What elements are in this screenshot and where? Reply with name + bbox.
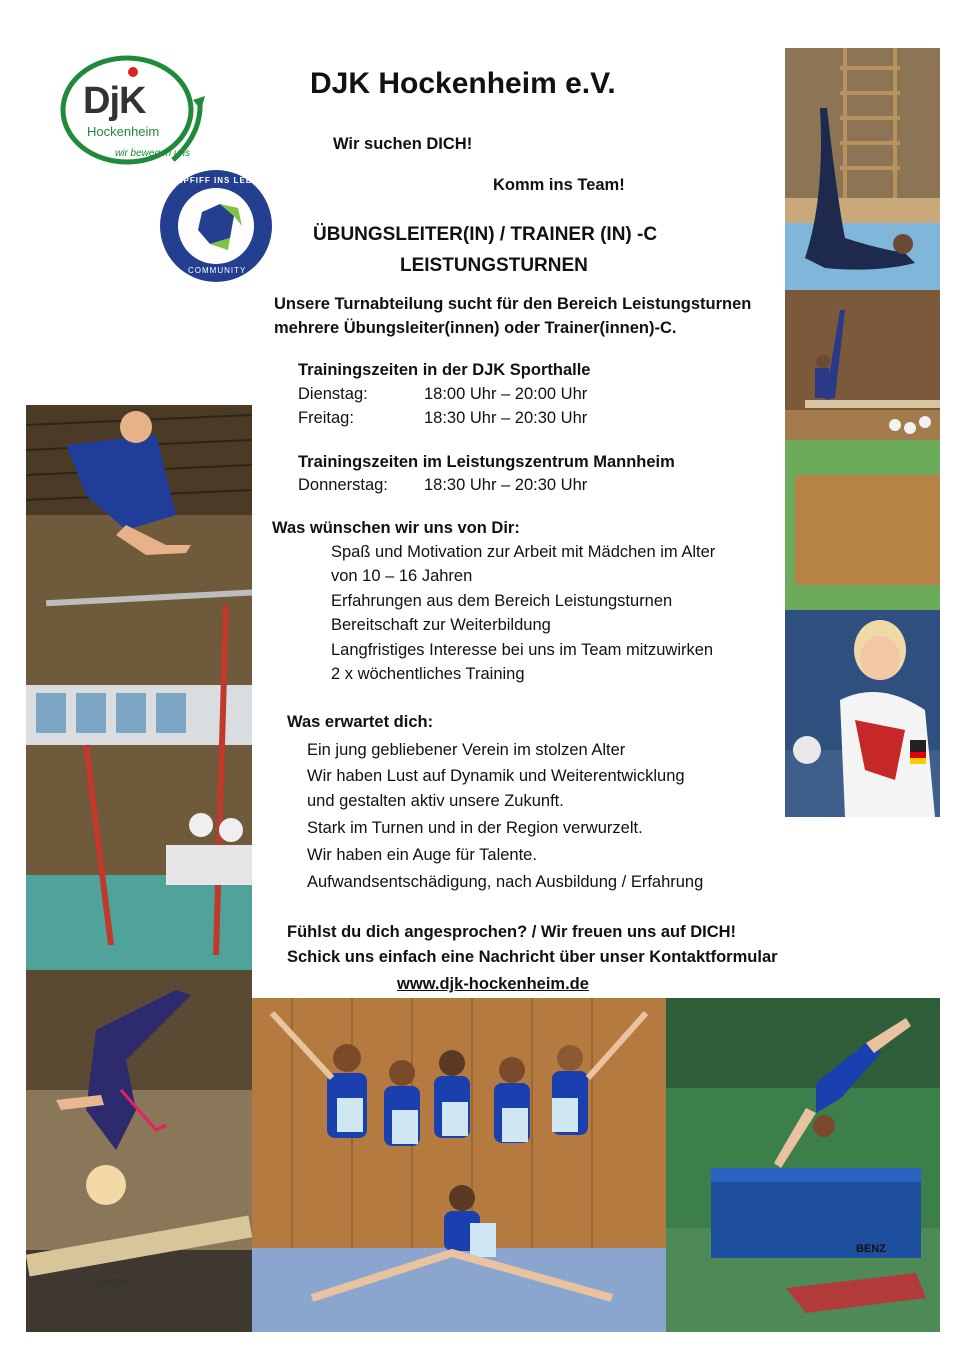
list-item: Ein jung gebliebener Verein im stolzen Alter — [307, 741, 626, 759]
anpfiff-top-text: ANPFIFF INS LEBEN — [170, 176, 266, 185]
photo-balance-beam — [785, 290, 940, 610]
djk-logo-city: Hockenheim — [87, 124, 160, 139]
list-item: Aufwandsentschädigung, nach Ausbildung / Erfahrung — [307, 873, 704, 891]
list-item: Wir haben ein Auge für Talente. — [307, 846, 537, 864]
training-day: Freitag: — [298, 409, 354, 427]
list-item: Erfahrungen aus dem Bereich Leistungsturnen — [331, 592, 673, 610]
page-title: DJK Hockenheim e.V. — [310, 67, 616, 100]
training-day: Donnerstag: — [298, 476, 388, 494]
djk-logo-slogan: wir bewegen uns — [115, 148, 191, 159]
training-sporthalle-heading: Trainingszeiten in der DJK Sporthalle — [298, 361, 591, 379]
closing-line-1: Fühlst du dich angesprochen? / Wir freuen uns auf DICH! — [287, 923, 737, 941]
anpfiff-bottom-text: COMMUNITY — [188, 266, 247, 275]
list-item: von 10 – 16 Jahren — [331, 567, 473, 585]
list-item: Stark im Turnen und in der Region verwurzelt. — [307, 819, 643, 837]
list-item: Bereitschaft zur Weiterbildung — [331, 616, 551, 634]
wishes-heading: Was wünschen wir uns von Dir: — [272, 519, 520, 537]
djk-logo — [55, 52, 210, 172]
anpfiff-logo — [158, 168, 274, 284]
photo-vault — [666, 998, 940, 1332]
intro-line-1: Unsere Turnabteilung sucht für den Bereich Leistungsturnen — [274, 295, 752, 313]
list-item: Langfristiges Interesse bei uns im Team mitzuwirken — [331, 641, 714, 659]
intro-line-2: mehrere Übungsleiter(innen) oder Trainer(innen)-C. — [274, 319, 677, 337]
training-row — [298, 406, 587, 431]
mat-brand-label: BENZ — [856, 1243, 886, 1255]
photo-team — [252, 998, 666, 1332]
beam-brand-label: SPIETH — [96, 1278, 133, 1289]
djk-logo-letters: DjK — [83, 80, 146, 122]
closing-line-2: Schick uns einfach eine Nachricht über unser Kontaktformular — [287, 948, 778, 966]
photo-floor-exercise — [785, 48, 940, 290]
photo-athlete-portrait — [785, 610, 940, 817]
website-link[interactable]: www.djk-hockenheim.de — [397, 975, 589, 993]
training-row — [298, 382, 587, 407]
list-item: Spaß und Motivation zur Arbeit mit Mädchen im Alter — [331, 543, 716, 561]
training-time: 18:30 Uhr – 20:30 Uhr — [424, 476, 588, 494]
list-item: und gestalten aktiv unsere Zukunft. — [307, 792, 564, 810]
offer-heading: Was erwartet dich: — [287, 713, 434, 731]
job-title-line1: ÜBUNGSLEITER(IN) / TRAINER (IN) -C — [313, 224, 658, 245]
tagline-2: Komm ins Team! — [493, 176, 625, 194]
training-day: Dienstag: — [298, 385, 368, 403]
training-row — [298, 473, 587, 498]
list-item: 2 x wöchentliches Training — [331, 665, 525, 683]
tagline-1: Wir suchen DICH! — [333, 135, 473, 153]
training-time: 18:30 Uhr – 20:30 Uhr — [424, 409, 588, 427]
job-title-line2: LEISTUNGSTURNEN — [400, 255, 588, 276]
photo-beam-jump — [26, 970, 252, 1332]
photo-uneven-bars — [26, 405, 252, 970]
training-mannheim-heading: Trainingszeiten im Leistungszentrum Mannheim — [298, 453, 675, 471]
list-item: Wir haben Lust auf Dynamik und Weiterentwicklung — [307, 767, 685, 785]
training-time: 18:00 Uhr – 20:00 Uhr — [424, 385, 588, 403]
